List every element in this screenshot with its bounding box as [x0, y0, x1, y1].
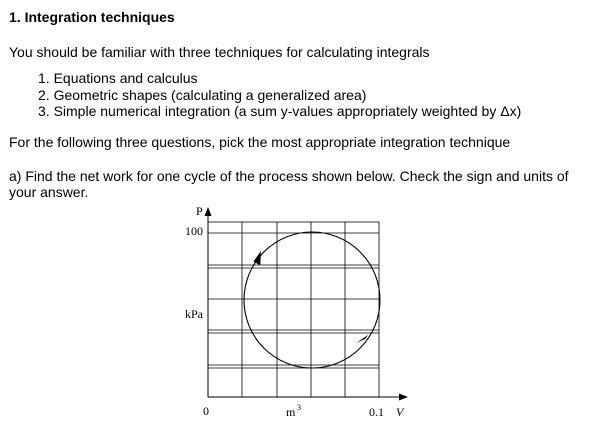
instruction-text: For the following three questions, pick the most appropriate integration technique: [9, 134, 511, 150]
y-axis-arrowhead: [205, 207, 212, 216]
grid-frame: [208, 222, 379, 397]
y-tick-top: 100: [185, 224, 203, 238]
cycle-arrow-lower-right: [356, 335, 368, 343]
question-a-text: a) Find the net work for one cycle of the process shown below. Check the sign and units of your answer.: [9, 168, 569, 200]
y-axis-label: P: [196, 204, 203, 218]
technique-item-3: 3. Simple numerical integration (a sum y-values appropriately weighted by Δx): [38, 103, 522, 119]
technique-item-1: 1. Equations and calculus: [38, 70, 198, 86]
x-tick-right: 0.1: [369, 405, 384, 419]
pv-grid: [208, 222, 379, 397]
technique-item-2: 2. Geometric shapes (calculating a generalized area): [38, 86, 367, 103]
x-axis-arrowhead: [399, 394, 408, 401]
x-unit-label: m: [286, 405, 296, 419]
intro-text: You should be familiar with three techniques for calculating integrals: [9, 44, 430, 60]
y-unit-label: kPa: [185, 307, 203, 321]
x-tick-origin: 0: [203, 404, 209, 418]
process-cycle-circle: [244, 232, 380, 368]
section-title: 1. Integration techniques: [9, 9, 175, 25]
x-axis-label: V: [396, 405, 404, 419]
x-unit-exponent: 3: [297, 403, 301, 412]
